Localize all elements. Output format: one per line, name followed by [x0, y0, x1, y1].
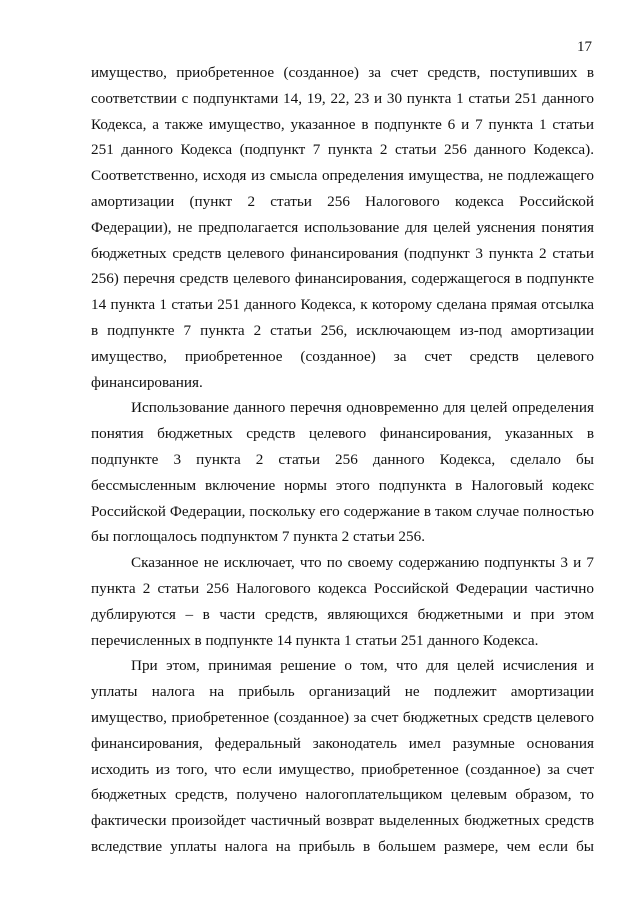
paragraph-duplication: Сказанное не исключает, что по своему содержанию подпункты 3 и 7 пункта 2 статьи 256 Налогового кодекса Российской Федерации частично дублируются – в части средств, являющихся бюджетными и при этом перечисленных в подпункте 14 пункта 1 статьи 251 данного Кодекса.	[91, 554, 594, 649]
paragraph-legislator-reasoning: При этом, принимая решение о том, что для целей исчисления и уплаты налога на прибыль организаций не подлежит амортизации имущество, приобретенное (созданное) за счет бюджетных средств целевого финансирования, федеральный законодатель имел разумные основания исходить из того, что если имущество, приобретенное (созданное) за счет бюджетных средств, получено налогоплательщиком целевым образом, то фактически произойдет частичный возврат выделенных бюджетных средств вследствие уплаты налога на прибыль в большем размере, чем если бы	[91, 657, 594, 855]
paragraph-continuation: имущество, приобретенное (созданное) за счет средств, поступивших в соответствии с подпунктами 14, 19, 22, 23 и 30 пункта 1 статьи 251 данного Кодекса, а также имущество, указанное в подпункте 6 и 7 пункта 1 статьи 251 данного Кодекса (подпункт 7 пункта 2 статьи 256 данного Кодекса). Соответственно, исходя из смысла определения имущества, не подлежащего амортизации (пункт 2 статьи 256 Налогового кодекса Российской Федерации), не предполагается использование для целей уяснения понятия бюджетных средств целевого финансирования (подпункт 3 пункта 2 статьи 256) перечня средств целевого финансирования, содержащегося в подпункте 14 пункта 1 статьи 251 данного Кодекса, к которому сделана прямая отсылка в подпункте 7 пункта 2 статьи 256, исключающем из-под амортизации имущество, приобретенное (созданное) за счет средств целевого финансирования.	[91, 64, 594, 391]
page-number: 17	[577, 39, 592, 55]
document-body	[91, 60, 594, 860]
paragraph-list-usage: Использование данного перечня одновременно для целей определения понятия бюджетных средств целевого финансирования, указанных в подпункте 3 пункта 2 статьи 256 данного Кодекса, сделало бы бессмысленным включение нормы этого подпункта в Налоговый кодекс Российской Федерации, поскольку его содержание в таком случае полностью бы поглощалось подпунктом 7 пункта 2 статьи 256.	[91, 399, 594, 546]
